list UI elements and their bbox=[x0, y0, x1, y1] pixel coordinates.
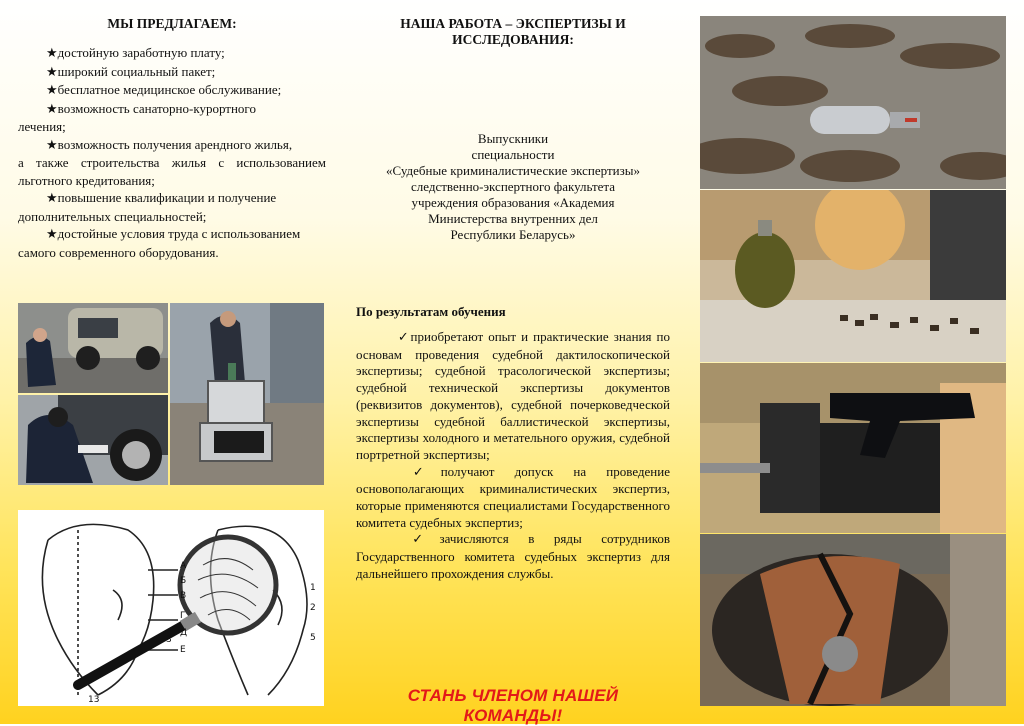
star-icon: ★ bbox=[46, 83, 58, 98]
forensics-photo-collage bbox=[18, 303, 324, 485]
results-title: По результатам обучения bbox=[356, 304, 506, 319]
check-icon: ✓ bbox=[396, 330, 411, 345]
sketch-label: Е bbox=[180, 645, 186, 655]
join-team-slogan: СТАНЬ ЧЛЕНОМ НАШЕЙ КОМАНДЫ! bbox=[407, 686, 619, 725]
offer-item: ★возможность санаторно-курортного лечения; bbox=[18, 100, 256, 134]
sketch-label: Д bbox=[180, 628, 188, 638]
star-icon: ★ bbox=[46, 137, 58, 153]
ammunition-photo bbox=[700, 16, 1006, 189]
check-icon: ✓ bbox=[396, 464, 441, 480]
expert-with-case-photo bbox=[170, 303, 324, 485]
offers-column bbox=[18, 0, 326, 261]
sketch-label: В bbox=[180, 591, 187, 601]
sketch-label: Г bbox=[180, 611, 186, 621]
result-item: ✓получают допуск на проведение основополагающих криминалистических экспертиз, которые применяются специалистами Государственного комитета судебных экспертиз; bbox=[356, 463, 670, 530]
offer-item: ★повышение квалификации и получение дополнительных специальностей; bbox=[18, 190, 277, 224]
offers-list bbox=[18, 44, 326, 261]
crime-scene-photo bbox=[18, 303, 168, 393]
offer-item: ★достойные условия труда с использованием самого современного оборудования. bbox=[18, 226, 301, 260]
offers-title: МЫ ПРЕДЛАГАЕМ: bbox=[107, 16, 237, 31]
burst-gas-cylinder-photo bbox=[700, 534, 1006, 706]
graduates-block: Выпускники специальности «Судебные криминалистические экспертизы» следственно-экспертного факультета учреждения образования «Академия Министерства внутренних дел Республики Беларусь» bbox=[386, 131, 640, 242]
star-icon: ★ bbox=[46, 191, 58, 206]
results-list bbox=[356, 329, 670, 583]
offer-item: ★возможность получения арендного жилья, а также строительства жилья с использованием льготного кредитования; bbox=[18, 136, 326, 188]
star-icon: ★ bbox=[46, 46, 58, 61]
result-item: ✓приобретают опыт и практические знания по основам проведения судебной дактилоскопической экспертизы; судебной трасологической экспертизы; судебной технической экспертизы документов (реквизитов документов), судебной почерковедческой экспертизы судебной баллистической экспертизы, экспертизы холодного и метательного оружия, судебной портретной экспертизы; bbox=[356, 329, 670, 462]
offer-item: ★широкий социальный пакет; bbox=[46, 63, 216, 80]
pistol-in-vise-photo bbox=[700, 363, 1006, 533]
sketch-label: 2 bbox=[310, 603, 316, 613]
offer-item: ★достойную заработную плату; bbox=[46, 45, 225, 61]
check-icon: ✓ bbox=[396, 532, 440, 548]
portrait-identification-sketch bbox=[18, 510, 324, 706]
sketch-label: 1 bbox=[310, 583, 316, 593]
work-title: НАША РАБОТА – ЭКСПЕРТИЗЫ И ИССЛЕДОВАНИЯ: bbox=[400, 16, 626, 47]
sketch-label: 13 bbox=[88, 695, 100, 705]
sketch-label: 5 bbox=[310, 633, 316, 643]
work-column bbox=[356, 0, 670, 583]
sketch-label: А bbox=[180, 561, 187, 571]
star-icon: ★ bbox=[46, 227, 58, 242]
star-icon: ★ bbox=[46, 101, 58, 117]
sketch-label: 3 bbox=[166, 635, 172, 645]
grenade-photo bbox=[700, 190, 1006, 362]
evidence-examination-photo bbox=[18, 395, 168, 485]
sketch-label: Б bbox=[180, 576, 187, 586]
star-icon: ★ bbox=[46, 64, 58, 80]
result-item: ✓зачисляются в ряды сотрудников Государственного комитета судебных экспертиз для дальнейшего прохождения службы. bbox=[356, 531, 670, 581]
offer-item: ★бесплатное медицинское обслуживание; bbox=[46, 82, 282, 98]
